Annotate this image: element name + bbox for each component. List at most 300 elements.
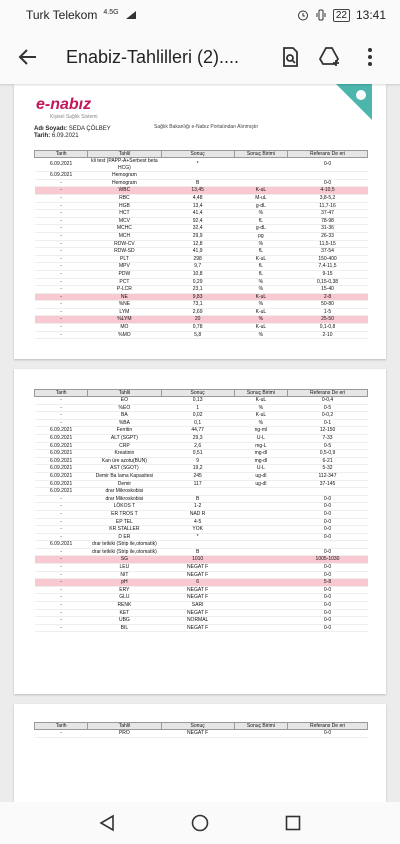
cell-date: - [35,316,88,324]
table-row [35,248,368,256]
col-header-test: Tahlil [88,390,161,397]
cell-test: BA [88,412,161,420]
cell-reference: 37-54 [288,248,368,256]
cell-unit: fL [234,270,287,278]
cell-unit: % [234,301,287,309]
table-row [35,594,368,602]
cell-reference: 0-0 [288,571,368,579]
network-type: 4.5G [103,8,119,16]
cell-test: %BA [88,419,161,427]
cell-unit [234,617,287,625]
cell-unit: ng-ml [234,427,287,435]
cell-result: NEGAT F [161,594,234,602]
cell-date: - [35,270,88,278]
cell-unit [234,564,287,572]
table-row [35,586,368,594]
cell-reference: 9-15 [288,270,368,278]
cell-test: PDW [88,270,161,278]
table-row [35,730,368,738]
cell-test: drar Mikroskobisi [88,495,161,503]
cell-test: GLU [88,594,161,602]
cell-date: - [35,602,88,610]
cell-date: - [35,548,88,556]
results-table-2 [34,389,368,632]
cell-unit: % [234,278,287,286]
table-row [35,217,368,225]
cell-unit: % [234,404,287,412]
table-row [35,270,368,278]
cell-unit [234,179,287,187]
table-row [35,404,368,412]
cell-result: 20 [161,316,234,324]
cell-test: PRO [88,730,161,738]
cell-test: LEU [88,564,161,572]
square-recents-icon [285,815,301,831]
cell-unit [234,594,287,602]
cell-result: NEGAT F [161,624,234,632]
cell-test: RBC [88,194,161,202]
cell-reference: 0,15-0,38 [288,278,368,286]
status-bar [0,0,400,30]
cell-test: PLT [88,255,161,263]
cell-reference: 11,7-16 [288,202,368,210]
cell-reference: 0-0 [288,518,368,526]
cell-reference: 5-32 [288,465,368,473]
cell-reference: 0-0 [288,586,368,594]
col-header-result: Sonuç [161,390,234,397]
table-row [35,564,368,572]
drive-add-icon [318,46,342,68]
cell-result: B [161,179,234,187]
cell-date: 6.09.2021 [35,472,88,480]
cell-result: 298 [161,255,234,263]
cell-date: 6.09.2021 [35,541,88,549]
table-row [35,324,368,332]
cell-date: - [35,495,88,503]
cell-reference: 12-150 [288,427,368,435]
table-row [35,457,368,465]
vibrate-icon [315,9,327,21]
cell-reference: 11,5-15 [288,240,368,248]
cell-result: 9,83 [161,293,234,301]
cell-test: ERY [88,586,161,594]
cell-test: ER TROS T [88,510,161,518]
cell-unit: fL [234,248,287,256]
cell-test: WBC [88,187,161,195]
cell-unit [234,579,287,587]
cell-test: MO [88,324,161,332]
col-header-result: Sonuç [161,723,234,730]
cell-test: MCHC [88,225,161,233]
cell-test: HCT [88,210,161,218]
cell-test: pH [88,579,161,587]
cell-reference: 37-145 [288,480,368,488]
table-row [35,602,368,610]
cell-result: NEGAT F [161,564,234,572]
carrier-label: Turk Telekom [26,8,98,22]
cell-result: 23,1 [161,286,234,294]
cell-date: - [35,225,88,233]
cell-result: 245 [161,472,234,480]
table-row [35,278,368,286]
cell-result: 13,4 [161,202,234,210]
cell-date: - [35,301,88,309]
cell-unit [234,556,287,564]
cell-unit: K-uL [234,293,287,301]
cell-date: - [35,194,88,202]
cell-reference: 7,4-11,5 [288,263,368,271]
cell-result: 0,1 [161,419,234,427]
cell-test: MPV [88,263,161,271]
results-table-1 [34,150,368,339]
cell-reference: 0-5 [288,442,368,450]
cell-unit: g-dL [234,225,287,233]
cell-reference: 3,8-5,2 [288,194,368,202]
col-header-reference: Referans De eri [288,390,368,397]
cell-unit: pg [234,232,287,240]
add-to-drive-button[interactable] [310,37,350,77]
table-row [35,609,368,617]
cell-date: - [35,526,88,534]
cell-test: ALT (SGPT) [88,434,161,442]
table-row [35,442,368,450]
cell-reference [288,541,368,549]
table-row [35,480,368,488]
table-row [35,172,368,180]
cell-date: 6.09.2021 [35,457,88,465]
cell-result: 73,1 [161,301,234,309]
cell-reference: 0-0 [288,730,368,738]
cell-test: Hemogram [88,179,161,187]
back-button[interactable] [10,39,46,75]
cell-unit [234,503,287,511]
table-row [35,495,368,503]
cell-unit: % [234,419,287,427]
col-header-result: Sonuç [161,151,234,158]
cell-unit: % [234,240,287,248]
cell-reference: 78-98 [288,217,368,225]
cell-unit [234,624,287,632]
cell-reference: 0-0 [288,158,368,172]
cell-date: - [35,510,88,518]
cell-result: 0,13 [161,397,234,405]
col-header-reference: Referans De eri [288,151,368,158]
table-row [35,255,368,263]
table-row [35,331,368,339]
more-vert-icon [367,47,373,67]
cell-date: - [35,730,88,738]
cell-date: - [35,331,88,339]
cell-unit [234,541,287,549]
cell-reference: 0,1-0,8 [288,324,368,332]
cell-test: drar tetkiki (Strip ile,otomatik) [88,541,161,549]
cell-date: 6.09.2021 [35,427,88,435]
cell-result: NEGAT F [161,730,234,738]
cell-date: - [35,187,88,195]
report-date: 6.09.2021 [51,133,79,139]
cell-result: 92,4 [161,217,234,225]
cell-reference [288,172,368,180]
cell-result: 0,51 [161,450,234,458]
cell-date: - [35,240,88,248]
cell-unit: K-uL [234,187,287,195]
cell-result [161,172,234,180]
cell-result: SARI [161,602,234,610]
col-header-date: Tarih [35,151,88,158]
cell-unit [234,526,287,534]
table-row [35,412,368,420]
cell-date: - [35,286,88,294]
cell-result: 4-5 [161,518,234,526]
cell-unit: % [234,316,287,324]
circle-home-icon [191,814,209,832]
cell-test: RDW-CV [88,240,161,248]
cell-unit: mg-dl [234,450,287,458]
cell-date: 6.09.2021 [35,480,88,488]
cell-reference: 15-40 [288,286,368,294]
table-row [35,533,368,541]
cell-test: LÖKOS T [88,503,161,511]
cell-unit: K-uL [234,412,287,420]
cell-date: - [35,518,88,526]
cell-reference: 0-0 [288,495,368,503]
cell-date: - [35,624,88,632]
cell-result: NEGAT F [161,571,234,579]
cell-result: 9,7 [161,263,234,271]
cell-test: EO [88,397,161,405]
clock: 13:41 [355,8,386,22]
cell-reference: 0-5 [288,404,368,412]
cell-date: 6.09.2021 [35,488,88,496]
cell-reference: 31-36 [288,225,368,233]
cell-reference: 0-0 [288,526,368,534]
cell-unit [234,730,287,738]
cell-unit: % [234,210,287,218]
col-header-date: Tarih [35,723,88,730]
cell-reference: 0-0 [288,609,368,617]
cell-test: LYM [88,308,161,316]
cell-result: 2,6 [161,442,234,450]
cell-test: AST (SGOT) [88,465,161,473]
cell-date: - [35,179,88,187]
cell-reference: 2-8 [288,293,368,301]
table-row [35,301,368,309]
cell-unit: % [234,286,287,294]
cell-reference: 0-0 [288,602,368,610]
table-row [35,202,368,210]
search-in-document-button[interactable] [270,37,310,77]
cell-test: NE [88,293,161,301]
col-header-date: Tarih [35,390,88,397]
cell-date: - [35,579,88,587]
table-row [35,624,368,632]
cell-reference: 50-80 [288,301,368,309]
cell-test: Hemogram [88,172,161,180]
cell-test: drar tetkiki (Strip ile,otomatik) [88,548,161,556]
cell-result: B [161,548,234,556]
cell-date: - [35,564,88,572]
cell-date: - [35,397,88,405]
cell-result: 0,02 [161,412,234,420]
cell-test: Kan üre azotu(BUN) [88,457,161,465]
table-row [35,579,368,587]
cell-test: SG [88,556,161,564]
results-table-3 [34,722,368,738]
cell-result: 0,29 [161,278,234,286]
cell-test: %MO [88,331,161,339]
cell-test: PCT [88,278,161,286]
nav-recents-button[interactable] [273,803,313,843]
cell-date: 6.09.2021 [35,465,88,473]
table-row [35,286,368,294]
col-header-unit: Sonuç Birimi [234,151,287,158]
ministry-seal-icon [336,84,372,120]
cell-unit: K-uL [234,308,287,316]
cell-test: %LYM [88,316,161,324]
cell-unit [234,488,287,496]
col-header-reference: Referans De eri [288,723,368,730]
cell-unit [234,548,287,556]
cell-date: - [35,594,88,602]
cell-test: MCV [88,217,161,225]
cell-date: - [35,586,88,594]
pdf-page-1 [14,84,386,359]
cell-result: NEGAT F [161,609,234,617]
cell-test: RENK [88,602,161,610]
cell-unit [234,510,287,518]
col-header-unit: Sonuç Birimi [234,723,287,730]
cell-reference: 5-8 [288,579,368,587]
cell-test: Demir Ba lama Kapasitesi [88,472,161,480]
cell-unit [234,609,287,617]
cell-unit: mg-L [234,442,287,450]
cell-reference: 0-0,2 [288,412,368,420]
cell-unit: K-uL [234,397,287,405]
cell-reference: 26-33 [288,232,368,240]
cell-reference: 1005-1030 [288,556,368,564]
cell-reference: 0,5-0,9 [288,450,368,458]
table-row [35,316,368,324]
patient-info: Adı Soyadı: SEDA ÇÖLBEY Tarih: 6.09.2021 [34,126,111,139]
cell-reference: 0-0 [288,564,368,572]
table-row [35,434,368,442]
cell-result: YOK [161,526,234,534]
nav-home-button[interactable] [180,803,220,843]
cell-unit [234,571,287,579]
cell-result: 29,9 [161,232,234,240]
table-row [35,617,368,625]
cell-date: - [35,503,88,511]
cell-unit [234,533,287,541]
cell-date: 6.09.2021 [35,158,88,172]
cell-result: 19,2 [161,465,234,473]
table-row [35,465,368,473]
cell-result: 13,45 [161,187,234,195]
cell-date: 6.09.2021 [35,172,88,180]
cell-unit: K-uL [234,324,287,332]
document-viewer[interactable] [0,84,400,802]
cell-date: - [35,217,88,225]
cell-unit: mg-dl [234,457,287,465]
cell-date: - [35,255,88,263]
cell-test: NIT [88,571,161,579]
cell-test: CRP [88,442,161,450]
col-header-test: Tahlil [88,151,161,158]
cell-date: - [35,278,88,286]
cell-reference: 0-0 [288,624,368,632]
more-options-button[interactable] [350,37,390,77]
cell-result: 6 [161,579,234,587]
cell-reference: 2-10 [288,331,368,339]
nav-back-button[interactable] [87,803,127,843]
cell-result: * [161,158,234,172]
cell-reference: 0-0 [288,533,368,541]
cell-date: - [35,324,88,332]
cell-result [161,541,234,549]
table-row [35,556,368,564]
cell-result: 2,69 [161,308,234,316]
cell-result: 10,8 [161,270,234,278]
cell-reference: 0-0 [288,179,368,187]
table-row [35,427,368,435]
battery-icon: 22 [333,9,350,22]
table-row [35,472,368,480]
cell-unit: K-uL [234,255,287,263]
cell-result: 41,4 [161,210,234,218]
cell-result: 1-2 [161,503,234,511]
document-title: Enabiz-Tahlilleri (2).... [66,46,240,67]
cell-date: - [35,210,88,218]
cell-result: NAD R [161,510,234,518]
cell-date: - [35,263,88,271]
cell-result: 4,48 [161,194,234,202]
cell-unit: M-uL [234,194,287,202]
cell-unit: ug-dl [234,480,287,488]
table-row [35,293,368,301]
cell-unit: ug-dl [234,472,287,480]
cell-test: EP TEL [88,518,161,526]
cell-result: 1010 [161,556,234,564]
table-row [35,450,368,458]
cell-reference: 4-10,5 [288,187,368,195]
cell-unit: fL [234,263,287,271]
cell-result: 12,8 [161,240,234,248]
cell-reference: 0-0,4 [288,397,368,405]
search-document-icon [279,46,301,68]
cell-unit [234,495,287,503]
cell-result [161,488,234,496]
app-bar [0,30,400,84]
enabiz-logo: e-nabız Kişisel Sağlık Sistemi [36,96,98,120]
col-header-unit: Sonuç Birimi [234,390,287,397]
triangle-back-icon [99,814,115,832]
cell-reference: 0-0 [288,594,368,602]
cell-result: 32,4 [161,225,234,233]
cell-result: B [161,495,234,503]
cell-date: - [35,404,88,412]
arrow-left-icon [18,47,38,67]
cell-reference: 0-0 [288,510,368,518]
cell-unit: U-L [234,434,287,442]
cell-reference: 150-400 [288,255,368,263]
cell-reference: 112-347 [288,472,368,480]
cell-reference: 37-47 [288,210,368,218]
table-row [35,232,368,240]
cell-reference: 1-5 [288,308,368,316]
cell-result: NORMAL [161,617,234,625]
cell-date: - [35,308,88,316]
cell-test: %NE [88,301,161,309]
